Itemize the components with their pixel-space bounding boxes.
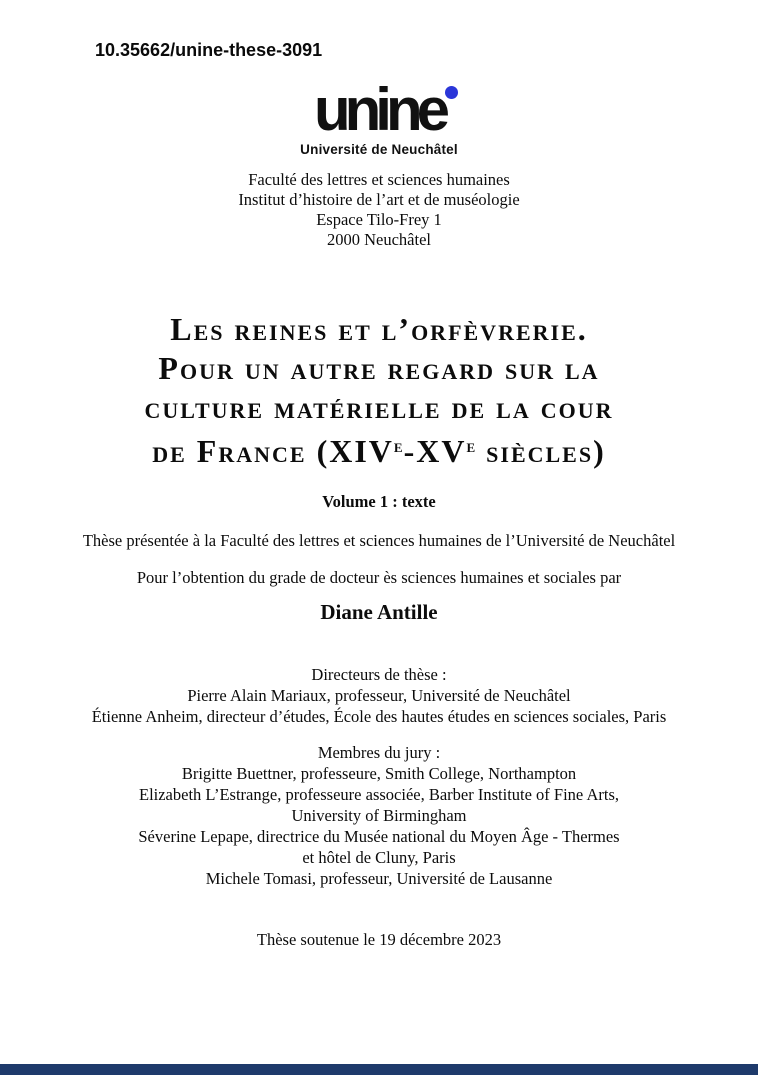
jury-line: et hôtel de Cluny, Paris — [302, 848, 456, 867]
logo-wordmark-text: unine — [314, 76, 444, 143]
jury-line: Séverine Lepape, directrice du Musée national du Moyen Âge - Thermes — [138, 827, 620, 846]
thesis-main-title — [0, 310, 758, 471]
jury-line: Elizabeth L’Estrange, professeure associée, Barber Institute of Fine Arts, — [138, 785, 620, 804]
defense-date: Thèse soutenue le 19 décembre 2023 — [256, 930, 502, 949]
volume-label: Volume 1 : texte — [322, 492, 436, 511]
title-line-2: Pour un autre regard sur la — [158, 350, 600, 386]
jury-line: Brigitte Buettner, professeure, Smith College, Northampton — [181, 764, 577, 783]
logo-wordmark — [314, 76, 444, 143]
jury-heading: Membres du jury : — [317, 743, 441, 762]
doi-label: 10.35662/unine-these-3091 — [95, 40, 323, 60]
degree-line: Pour l’obtention du grade de docteur ès sciences humaines et sociales par — [136, 568, 622, 587]
jury-block — [0, 742, 758, 889]
directors-block — [0, 664, 758, 727]
logo-dot-icon — [445, 86, 458, 99]
footer-bar — [0, 1064, 758, 1075]
title-superscript-2: e — [466, 436, 477, 457]
presentation-line: Thèse présentée à la Faculté des lettres et sciences humaines de l’Université de Neuchâtel — [82, 531, 676, 550]
title-line-1: Les reines et l’orfèvrerie. — [170, 311, 588, 347]
title-line4-pre: de France (XIV — [152, 433, 394, 470]
title-line-4 — [0, 427, 758, 471]
faculty-line: Faculté des lettres et sciences humaines — [248, 170, 510, 189]
unine-logo — [0, 76, 758, 159]
title-line4-post: siècles) — [476, 433, 606, 470]
city-line: 2000 Neuchâtel — [326, 230, 431, 249]
institute-line: Institut d’histoire de l’art et de muséologie — [238, 190, 520, 209]
jury-line: Michele Tomasi, professeur, Université de Lausanne — [205, 869, 553, 888]
title-line-3: culture matérielle de la cour — [144, 389, 614, 425]
jury-line: University of Birmingham — [291, 806, 467, 825]
street-line: Espace Tilo-Frey 1 — [316, 210, 442, 229]
directors-heading: Directeurs de thèse : — [311, 665, 447, 684]
institution-address-block — [0, 170, 758, 250]
author-name: Diane Antille — [320, 600, 438, 624]
title-superscript-1: e — [393, 436, 404, 457]
director-line: Pierre Alain Mariaux, professeur, Université de Neuchâtel — [187, 686, 571, 705]
logo-subtitle: Université de Neuchâtel — [300, 142, 458, 157]
director-line: Étienne Anheim, directeur d’études, École des hautes études en sciences sociales, Paris — [91, 707, 667, 726]
title-line4-mid: -XV — [403, 433, 467, 470]
